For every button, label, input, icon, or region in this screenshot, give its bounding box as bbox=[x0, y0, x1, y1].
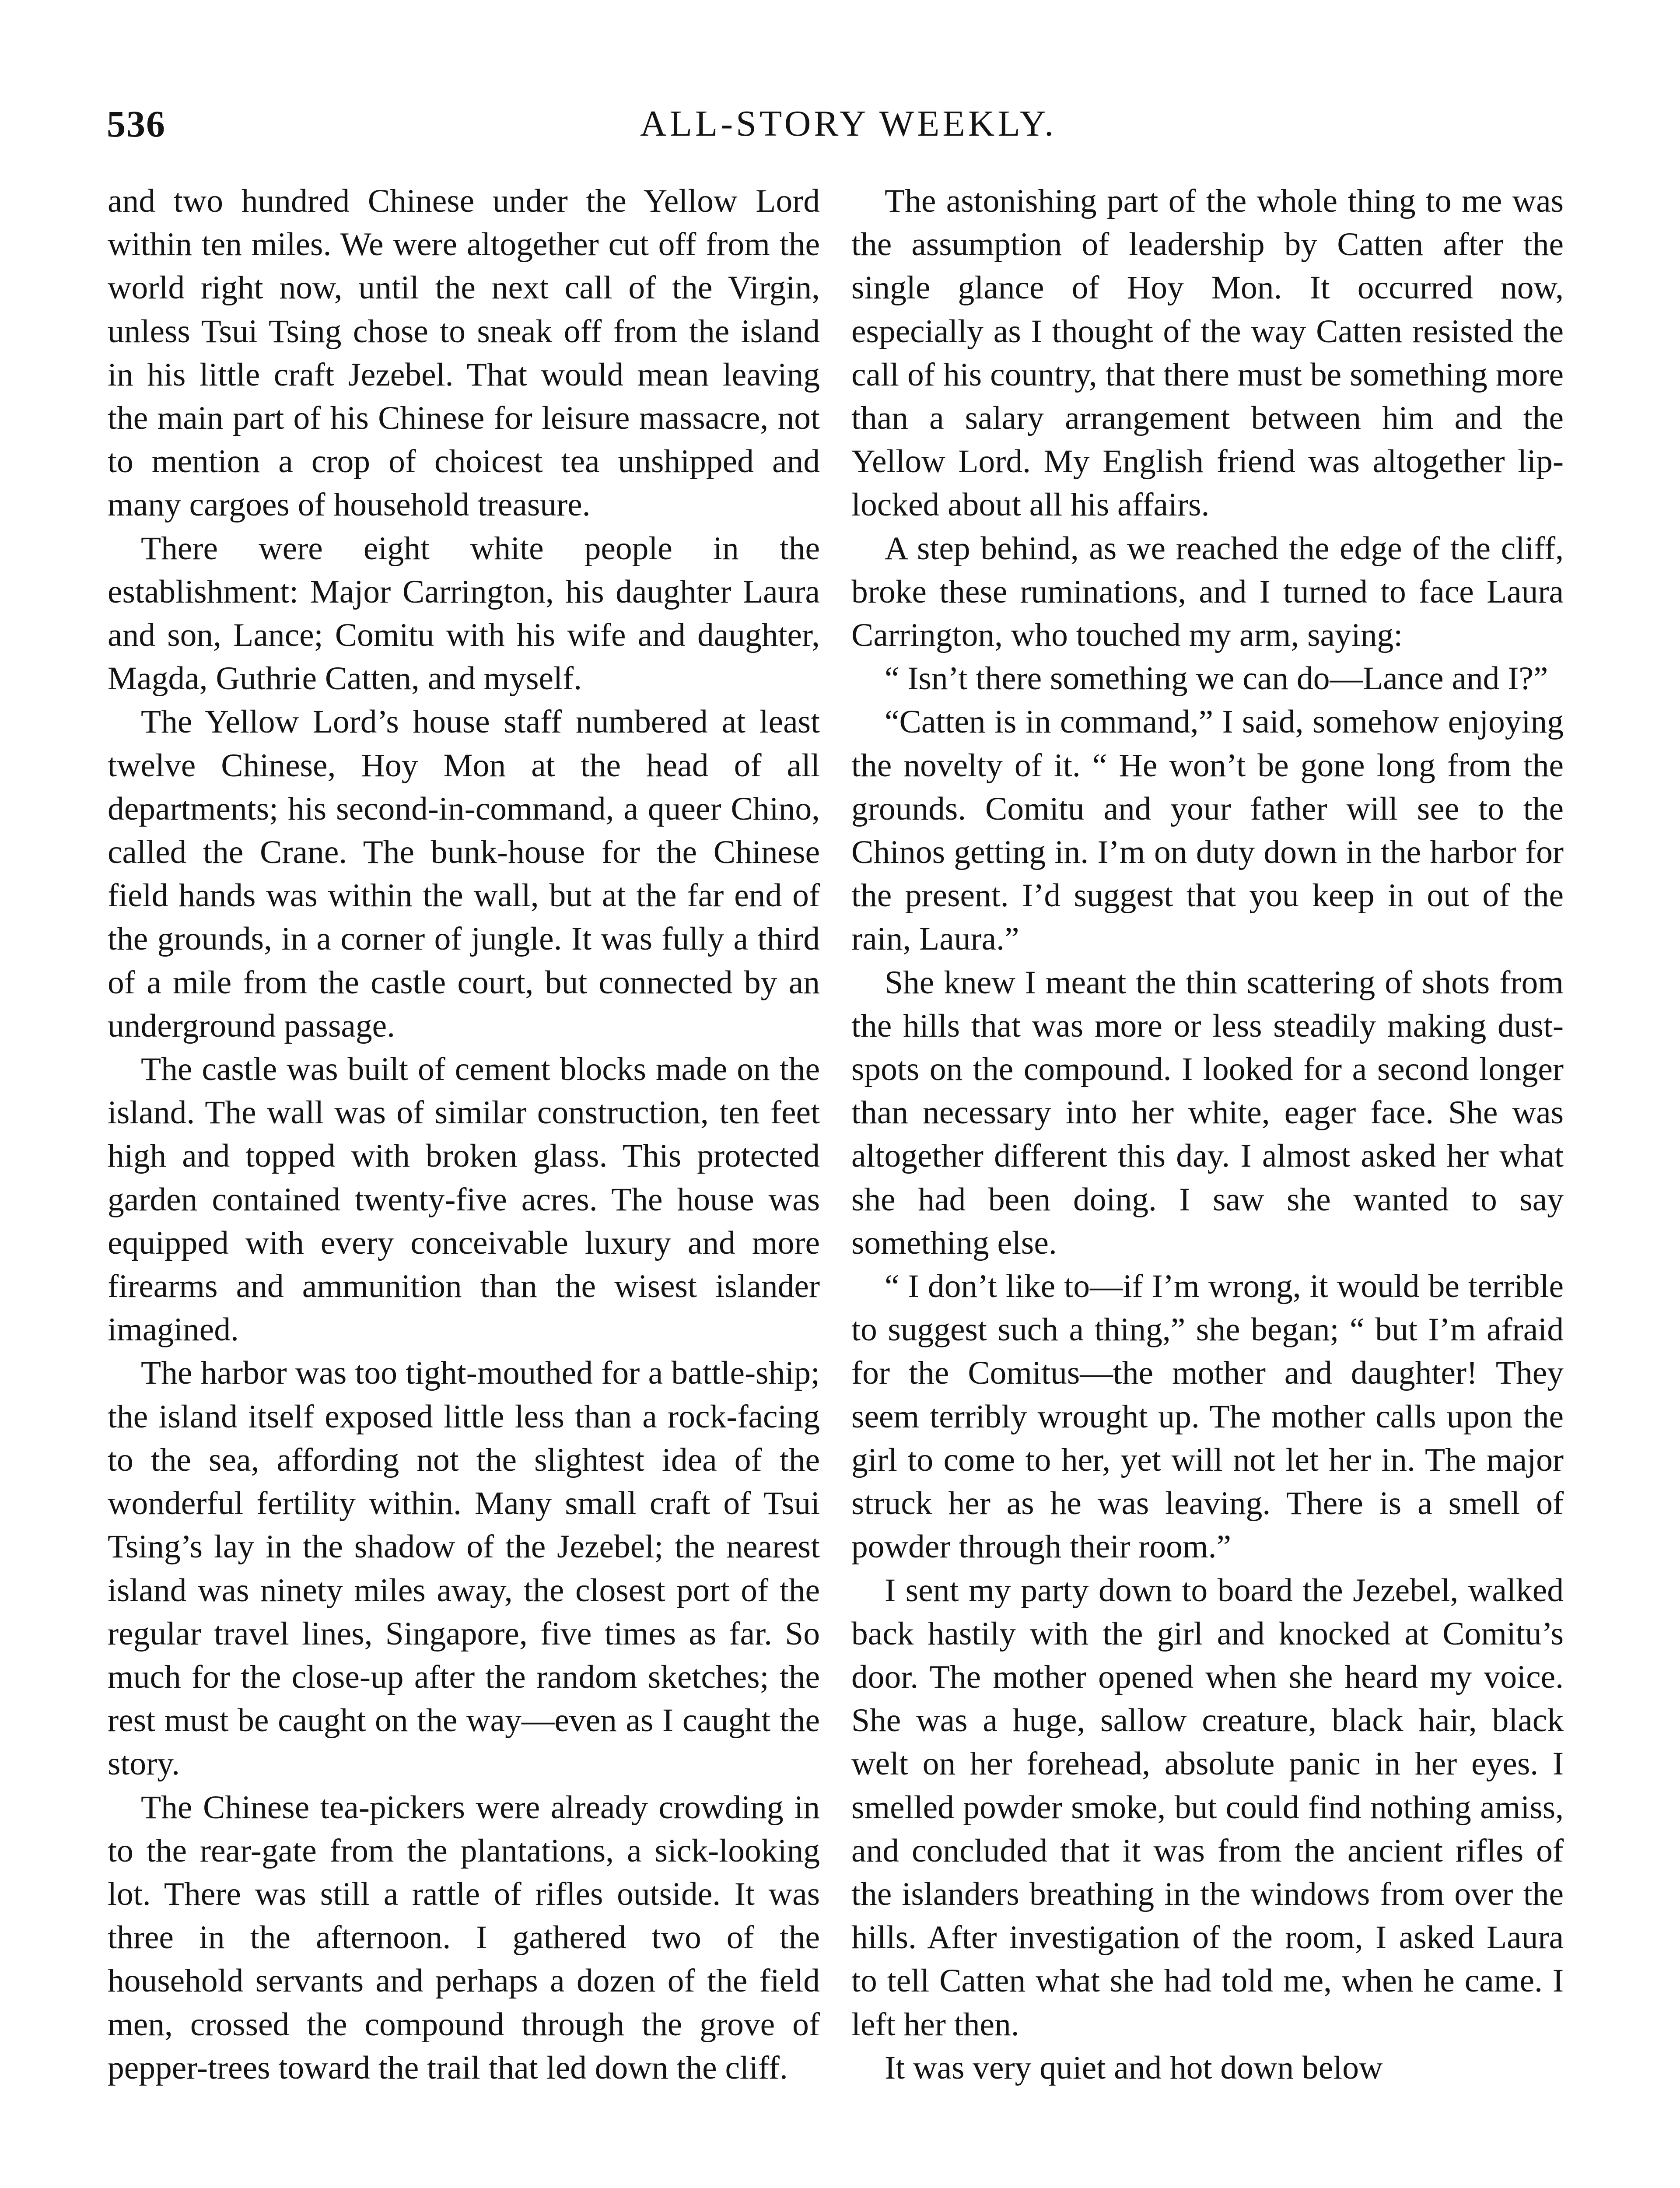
paragraph: The Chinese tea-pickers were already crowding in to the rear-gate from the plantations, a sick-looking lot. There was still a rattle of rifles outside. It was three in the afternoon. I gathered two of the household servants and perhaps a dozen of the field men, crossed the compound through the grove of pepper-trees toward the trail that led down the cliff. bbox=[108, 1789, 820, 2086]
right-column bbox=[851, 179, 1564, 2090]
paragraph: and two hundred Chinese under the Yellow Lord within ten miles. We were altogether cut off from the world right now, until the next call of the Virgin, unless Tsui Tsing chose to sneak off from the island in his little craft Jezebel. That would mean leaving the main part of his Chinese for leisure massacre, not to mention a crop of choicest tea unshipped and many cargoes of household treasure. bbox=[108, 183, 820, 523]
paragraph: A step behind, as we reached the edge of the cliff, broke these ruminations, and I turned to face Laura Carrington, who touched my arm, saying: bbox=[851, 530, 1564, 654]
paragraph: It was very quiet and hot down below bbox=[885, 2049, 1383, 2086]
paragraph: The castle was built of cement blocks made on the island. The wall was of similar construction, ten feet high and topped with broken glass. This protected garden contained twenty-five acres. The house was equipped with every conceivable luxury and more firearms and ammunition than the wisest islander imagined. bbox=[108, 1051, 820, 1348]
magazine-title: ALL-STORY WEEKLY. bbox=[640, 103, 1057, 144]
paragraph: There were eight white people in the establishment: Major Carrington, his daughter Laura and son, Lance; Comitu with his wife and daughter, Magda, Guthrie Catten, and myself. bbox=[108, 530, 820, 697]
paragraph: “ Isn’t there something we can do—Lance and I?” bbox=[885, 660, 1548, 697]
paragraph: The Yellow Lord’s house staff numbered at least twelve Chinese, Hoy Mon at the head of all departments; his second-in-command, a queer Chino, called the Crane. The bunk-house for the Chinese field hands was within the wall, but at the far end of the grounds, in a corner of jungle. It was fully a third of a mile from the castle court, but connected by an underground passage. bbox=[108, 704, 820, 1044]
paragraph: I sent my party down to board the Jezebel, walked back hastily with the girl and knocked at Comitu’s door. The mother opened when she heard my voice. She was a huge, sallow creature, black hair, black welt on her forehead, absolute panic in her eyes. I smelled powder smoke, but could find nothing amiss, and concluded that it was from the ancient rifles of the islanders breathing in the windows from over the hills. After investigation of the room, I asked Laura to tell Catten what she had told me, when he came. I left her then. bbox=[851, 1572, 1564, 2043]
paragraph: The harbor was too tight-mouthed for a battle-ship; the island itself exposed little less than a rock-facing to the sea, affording not the slightest idea of the wonderful fertility within. Many small craft of Tsui Tsing’s lay in the shadow of the Jezebel; the nearest island was ninety miles away, the closest port of the regular travel lines, Singapore, five times as far. So much for the close-up after the random sketches; the rest must be caught on the way—even as I caught the story. bbox=[108, 1355, 820, 1782]
left-column bbox=[108, 179, 820, 2090]
paragraph: She knew I meant the thin scattering of shots from the hills that was more or less steadily making dust-spots on the compound. I looked for a second longer than necessary into her white, eager face. She was altogether different this day. I almost asked her what she had been doing. I saw she wanted to say something else. bbox=[851, 964, 1564, 1261]
running-head bbox=[107, 100, 1590, 148]
paragraph: “Catten is in command,” I said, somehow enjoying the novelty of it. “ He won’t be gone long from the grounds. Comitu and your father will see to the Chinos getting in. I’m on duty down in the harbor for the present. I’d suggest that you keep in out of the rain, Laura.” bbox=[851, 704, 1564, 957]
page-number: 536 bbox=[107, 103, 166, 145]
paragraph: “ I don’t like to—if I’m wrong, it would be terrible to suggest such a thing,” she began; “ but I’m afraid for the Comitus—the mother and daughter! They seem terribly wrought up. The mother calls upon the girl to come to her, yet will not let her in. The major struck her as he was leaving. There is a smell of powder through their room.” bbox=[851, 1268, 1564, 1565]
paragraph: The astonishing part of the whole thing to me was the assumption of leadership by Catten after the single glance of Hoy Mon. It occurred now, especially as I thought of the way Catten resisted the call of his country, that there must be something more than a salary arrangement between him and the Yellow Lord. My English friend was altogether lip-locked about all his affairs. bbox=[851, 183, 1564, 523]
